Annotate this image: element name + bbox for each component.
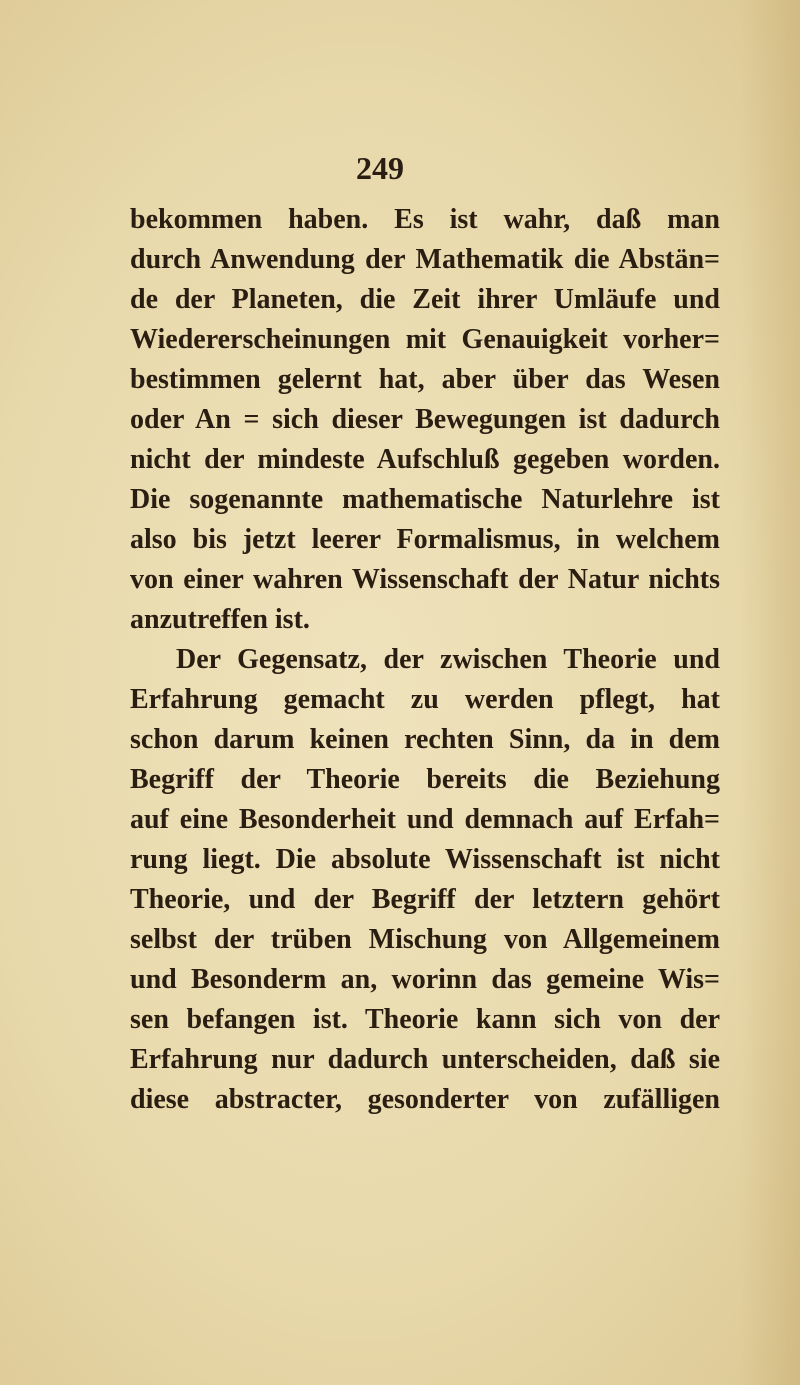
- text-line: von einer wahren Wissenschaft der Natur nichts: [130, 564, 720, 595]
- text-line: nicht der mindeste Aufschluß gegeben worden.: [130, 444, 720, 475]
- text-line: Begriff der Theorie bereits die Beziehung: [130, 764, 720, 795]
- text-line: sen befangen ist. Theorie kann sich von der: [130, 1004, 720, 1035]
- text-line: Erfahrung gemacht zu werden pflegt, hat: [130, 684, 720, 715]
- text-line: schon darum keinen rechten Sinn, da in dem: [130, 724, 720, 755]
- text-line: auf eine Besonderheit und demnach auf Erfah=: [130, 804, 720, 835]
- text-line: Erfahrung nur dadurch unterscheiden, daß sie: [130, 1044, 720, 1075]
- text-line: selbst der trüben Mischung von Allgemeinem: [130, 924, 720, 955]
- text-line: anzutreffen ist.: [130, 604, 310, 635]
- text-line: diese abstracter, gesonderter von zufälligen: [130, 1084, 720, 1115]
- text-line: bestimmen gelernt hat, aber über das Wesen: [130, 364, 720, 395]
- text-line: Theorie, und der Begriff der letztern gehört: [130, 884, 720, 915]
- text-line: Wiedererscheinungen mit Genauigkeit vorher=: [130, 324, 720, 355]
- text-line: Der Gegensatz, der zwischen Theorie und: [176, 644, 720, 675]
- text-line: bekommen haben. Es ist wahr, daß man: [130, 204, 720, 235]
- text-line: Die sogenannte mathematische Naturlehre ist: [130, 484, 720, 515]
- text-line: rung liegt. Die absolute Wissenschaft ist nicht: [130, 844, 720, 875]
- page-text: [130, 200, 720, 1120]
- text-line: und Besonderm an, worinn das gemeine Wis=: [130, 964, 720, 995]
- text-line: durch Anwendung der Mathematik die Abstän=: [130, 244, 720, 275]
- page-edge-shading: [740, 0, 800, 1385]
- page-number: 249: [356, 150, 404, 186]
- text-line: oder An = sich dieser Bewegungen ist dadurch: [130, 404, 720, 435]
- text-line: de der Planeten, die Zeit ihrer Umläufe und: [130, 284, 720, 315]
- text-line: also bis jetzt leerer Formalismus, in welchem: [130, 524, 720, 555]
